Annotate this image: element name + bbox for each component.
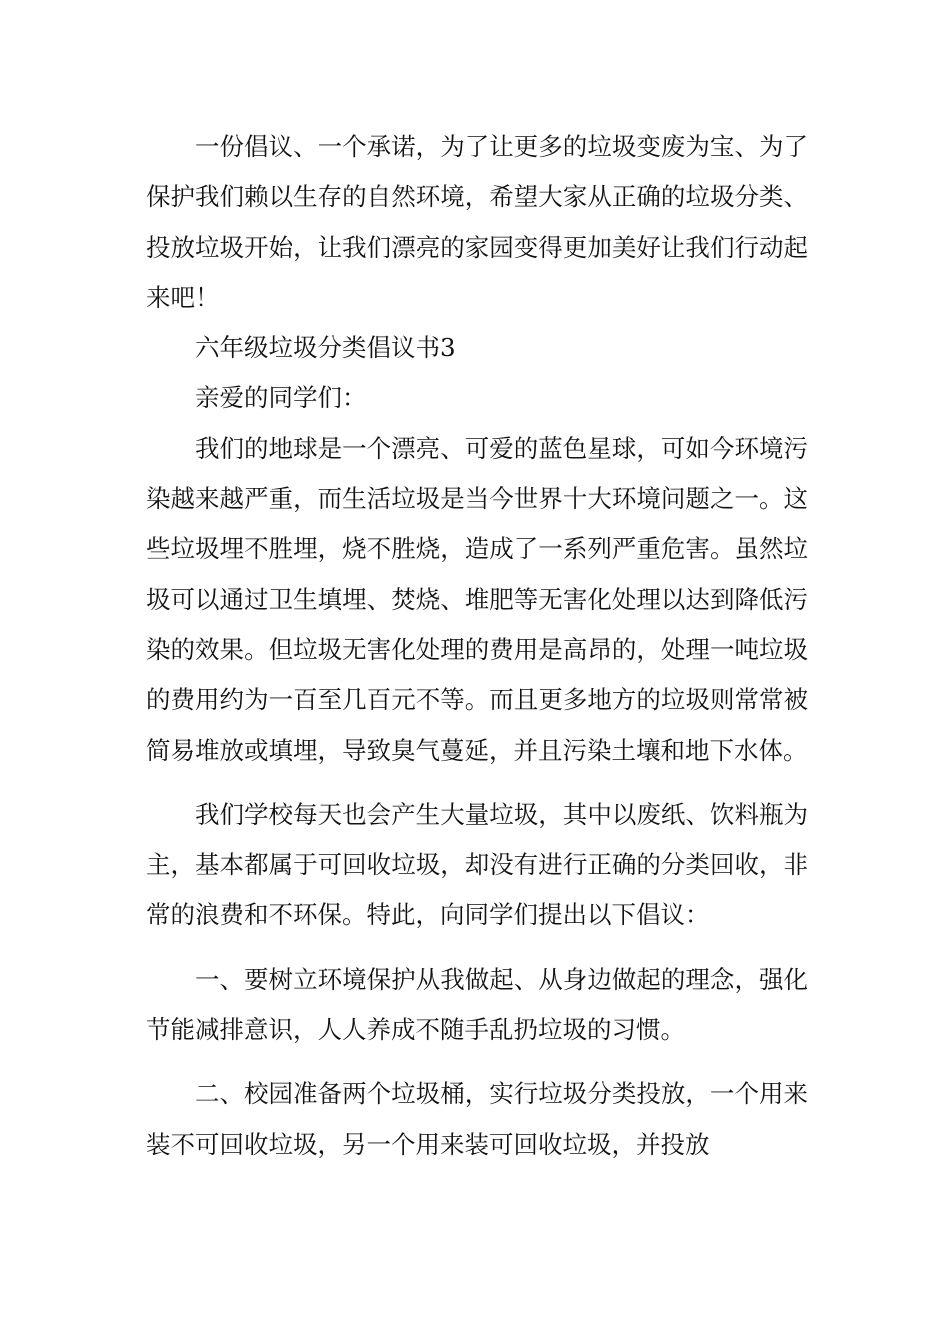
section-heading xyxy=(146,323,808,373)
paragraph-school-waste xyxy=(146,790,808,941)
text-line: 让我们行动起来吧！ xyxy=(146,232,809,312)
text-line: 危害。虽然垃圾可以通过卫生填埋、焚烧、堆肥等无害化 xyxy=(146,534,809,614)
paragraph-earth-pollution xyxy=(146,424,808,776)
text-line: 境污染越来越严重，而生活垃圾是当今世界十大环境问题 xyxy=(146,433,809,514)
text-line: 且更多地方的垃圾则常常被简易堆放或填埋，导致臭气蔓 xyxy=(146,685,809,765)
text-line: 圾分类、投放垃圾开始，让我们漂亮的家园变得更加美好 xyxy=(146,182,809,262)
text-line: 用来装不可回收垃圾，另一个用来装可回收垃圾，并投放 xyxy=(146,1079,809,1159)
text-line: 之一。这些垃圾埋不胜埋，烧不胜烧，造成了一系列严重 xyxy=(146,484,809,564)
text-line: 高昂的，处理一吨垃圾的费用约为一百至几百元不等。而 xyxy=(146,634,809,715)
text-line: 为了保护我们赖以生存的自然环境，希望大家从正确的垃 xyxy=(146,132,809,212)
salutation-text: 亲爱的同学们： xyxy=(195,383,367,413)
text-line: 议： xyxy=(660,900,710,930)
paragraph-initiative-closing xyxy=(146,122,808,323)
text-line: 延，并且污染土壤和地下水体。 xyxy=(464,735,808,765)
text-line: 一、要树立环境保护从我做起、从身边做起的理念， xyxy=(195,964,759,994)
text-line: 一份倡议、一个承诺，为了让更多的垃圾变废为宝、 xyxy=(195,132,759,161)
text-line: 瓶为主，基本都属于可回收垃圾，却没有进行正确的分类 xyxy=(146,799,809,880)
text-line: 强化节能减排意识，人人养成不随手乱扔垃圾的习惯。 xyxy=(146,964,809,1045)
salutation xyxy=(146,373,808,423)
document-body xyxy=(146,122,808,1170)
text-line: 我们的地球是一个漂亮、可爱的蓝色星球，可如今环 xyxy=(195,433,759,463)
text-line: 回收，非常的浪费和不环保。特此，向同学们提出以下倡 xyxy=(146,850,809,930)
text-line: 处理以达到降低污染的效果。但垃圾无害化处理的费用是 xyxy=(146,584,809,664)
paragraph-proposal-two xyxy=(146,1069,808,1170)
text-line: 二、校园准备两个垃圾桶，实行垃圾分类投放，一个 xyxy=(195,1079,759,1109)
text-line: 我们学校每天也会产生大量垃圾，其中以废纸、饮料 xyxy=(195,799,759,829)
heading-text: 六年级垃圾分类倡议书3 xyxy=(195,333,456,363)
paragraph-proposal-one xyxy=(146,955,808,1056)
